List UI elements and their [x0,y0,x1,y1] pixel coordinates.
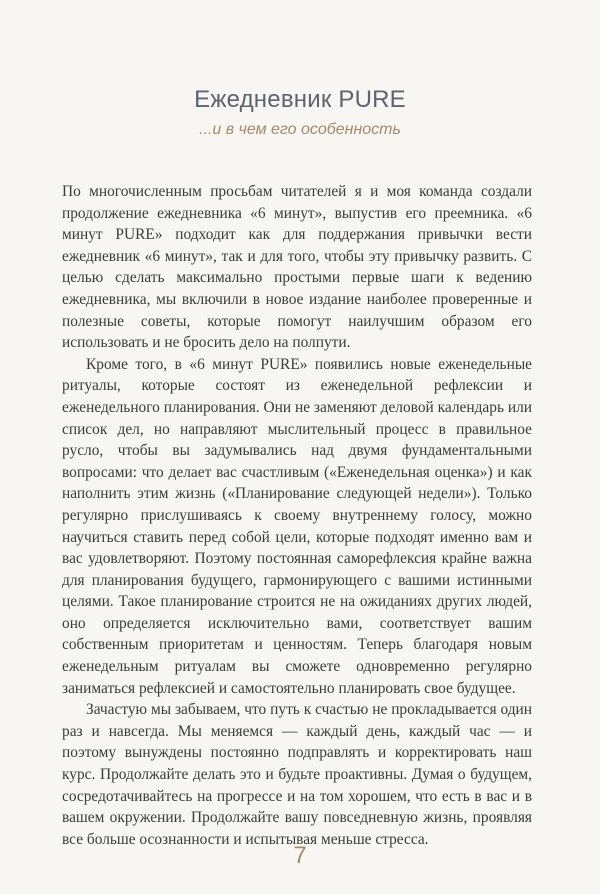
page-subtitle: ...и в чем его особенность [199,121,401,138]
page-title: Ежедневник PURE [194,86,406,113]
paragraph-3: Зачастую мы забываем, что путь к счастью не прокладывается один раз и навсегда. Мы меняемся — каждый день, каждый час — и поэтому вынуждены постоянно подправлять и корректировать наш курс. Продолжайте делать это и будьте проактивны. Думая о будущем, сосредотачивайтесь на прогрессе и на том хорошем, что есть в вас и в вашем окружении. Продолжайте вашу повседневную жизнь, проявляя все больше осознанности и испытывая меньше стресса. [62,701,532,848]
body-text [62,181,532,850]
page-number: 7 [293,842,307,869]
paragraph-1: По многочисленным просьбам читателей я и моя команда создали продолжение ежедневника «6 минут», выпустив его преемника. «6 минут PURE» подходит как для поддержания привычки вести ежедневник «6 минут», так и для того, чтобы эту привычку развить. С целью сделать максимально простыми первые шаги к ведению ежедневника, мы включили в новое издание наиболее проверенные и полезные советы, которые помогут наилучшим образом его использовать и не бросить дело на полпути. [62,183,532,352]
paragraph-2: Кроме того, в «6 минут PURE» появились новые еженедельные ритуалы, которые состоят из еженедельной рефлексии и еженедельного планирования. Они не заменяют деловой календарь или список дел, но направляют мыслительный процесс в правильное русло, чтобы вы задумывались над двумя фундаментальными вопросами: что делает вас счастливым («Еженедельная оценка») и как наполнить этим жизнь («Планирование следующей недели»). Только регулярно прислушиваясь к своему внутреннему голосу, можно научиться ставить перед собой цели, которые подходят именно вам и вас удовлетворяют. Поэтому постоянная саморефлексия крайне важна для планирования будущего, гармонирующего с вашими истинными целями. Такое планирование строится не на ожиданиях других людей, оно определяется исключительно вами, соответствует вашим собственным приоритетам и ценностям. Теперь благодаря новым еженедельным ритуалам вы сможете одновременно регулярно заниматься рефлексией и самостоятельно планировать свое будущее. [62,355,532,697]
